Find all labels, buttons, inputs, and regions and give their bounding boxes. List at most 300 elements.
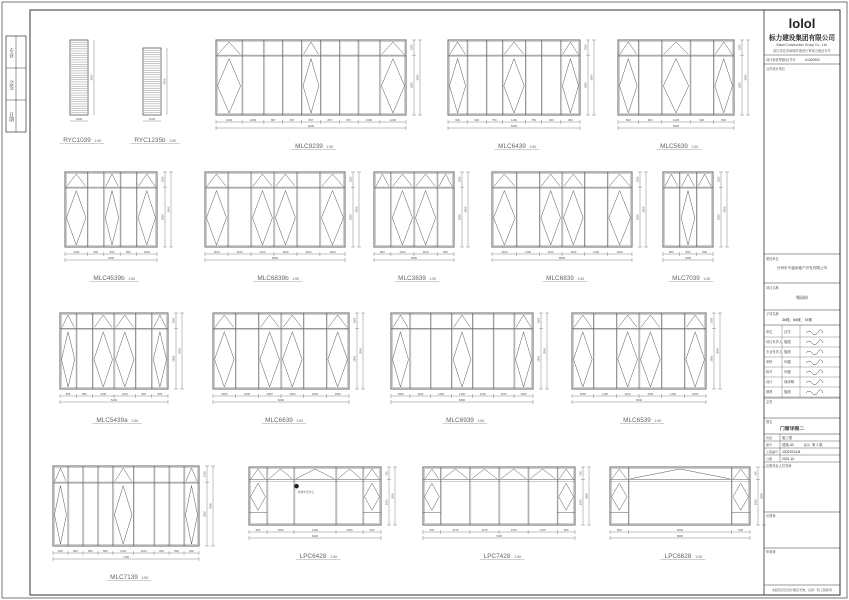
- role-name: 施展: [784, 390, 791, 394]
- window-label: MLC6939: [446, 417, 474, 424]
- dimension-chain: [448, 40, 596, 130]
- opening-indicator: [618, 315, 637, 327]
- opening-indicator: [559, 483, 574, 510]
- opening-indicator: [252, 191, 272, 245]
- window-scale: 1:50: [695, 555, 703, 559]
- cert-no-value: A1300903: [805, 58, 820, 62]
- cert-no-label: 设计资质等级/证书号: [766, 58, 796, 62]
- dimension-label: 1000: [221, 391, 228, 396]
- window-scale: 1:50: [128, 277, 136, 281]
- opening-indicator: [450, 42, 465, 54]
- window-MLC6839b: [205, 172, 361, 282]
- vertical-dimension-label: 2850: [203, 511, 207, 517]
- client-label: 建设单位: [766, 257, 779, 261]
- vertical-total-label: 3900: [464, 206, 468, 213]
- opening-indicator: [516, 315, 531, 327]
- opening-indicator: [494, 174, 515, 186]
- dimension-chain: [423, 467, 591, 540]
- opening-indicator: [686, 315, 704, 327]
- window-frame: [65, 172, 157, 247]
- dimension-label: 867: [346, 117, 352, 122]
- dimension-label: 1200: [501, 249, 508, 254]
- dimension-label: 1350: [277, 527, 284, 532]
- opening-indicator: [425, 483, 440, 510]
- dimension-label: 900: [548, 117, 554, 122]
- dimension-label: 1100: [547, 249, 554, 254]
- window-label: MLC4539b: [93, 275, 125, 282]
- dimension-label: 1100: [417, 391, 424, 396]
- vertical-dimension-label: 1050: [636, 176, 640, 183]
- window-frame: [610, 467, 750, 525]
- opening-indicator: [641, 315, 660, 327]
- window-label: MLC7139: [110, 574, 138, 581]
- opening-indicator: [564, 174, 583, 186]
- window-MLC3839: [374, 172, 470, 282]
- dimension-label: 1100: [73, 249, 80, 254]
- window-scale: 1:50: [691, 145, 699, 149]
- window-MLC7139: [53, 466, 215, 581]
- dimension-label: 1100: [422, 249, 429, 254]
- window-MLC5439a: [60, 313, 184, 424]
- dimension-label: 800: [380, 249, 385, 254]
- opening-indicator: [682, 174, 695, 186]
- opening-indicator: [215, 315, 234, 327]
- signature-mark: [806, 350, 823, 355]
- dimension-label: 750: [491, 117, 497, 122]
- opening-indicator: [62, 332, 75, 387]
- opening-indicator: [620, 42, 637, 54]
- left-strip: [6, 36, 26, 132]
- opening-indicator: [631, 469, 730, 479]
- opening-indicator: [733, 469, 748, 479]
- window-label: MLC6839b: [257, 275, 289, 282]
- opening-indicator: [218, 59, 241, 113]
- vertical-dimension-label: 1050: [203, 471, 207, 477]
- window-label: RYC1039: [63, 137, 91, 144]
- opening-indicator: [304, 42, 319, 54]
- role-name: 徐泽明: [784, 380, 795, 384]
- vertical-dimension-label: 2850: [710, 355, 714, 362]
- company-cert-line: 浙江省住房和城乡建设厅审查合格证书号: [773, 49, 831, 53]
- opening-indicator: [609, 174, 630, 186]
- window-frame: [216, 40, 406, 115]
- opening-indicator: [454, 315, 471, 327]
- opening-indicator: [564, 191, 584, 245]
- opening-indicator: [425, 469, 439, 479]
- vertical-total-label: 3900: [178, 348, 182, 354]
- total-dimension-label: 9200: [307, 123, 315, 128]
- vertical-dimension-label: 2850: [349, 214, 353, 220]
- vertical-dimension-label: 1050: [738, 44, 742, 51]
- vertical-dimension-label: 2850: [717, 214, 721, 220]
- opening-indicator: [501, 469, 526, 479]
- opening-indicator: [55, 468, 66, 481]
- opening-indicator: [186, 486, 198, 544]
- dimension-label: 800: [443, 249, 448, 254]
- total-dimension-label: 3800: [410, 255, 418, 260]
- window-MLC6539: [572, 313, 722, 424]
- company-name: 标力建设集团有限公司: [769, 35, 835, 42]
- total-dimension-label: 6400: [311, 533, 319, 538]
- window-scale: 1:50: [703, 277, 711, 281]
- opening-indicator: [215, 332, 235, 387]
- opening-indicator: [574, 332, 593, 387]
- approval-label: 会签: [766, 400, 773, 404]
- drawing-title: 门窗详图二: [780, 427, 804, 432]
- role-label: 专业负责人: [766, 350, 782, 354]
- dimension-label: 1100: [305, 249, 312, 254]
- dimension-label: 800: [93, 249, 99, 254]
- role-label: 制图: [766, 390, 773, 394]
- opening-indicator: [563, 42, 578, 54]
- opening-indicator: [541, 174, 560, 186]
- total-dimension-label: 5600: [672, 123, 680, 128]
- callout-note: 双玻中空外立: [297, 490, 315, 495]
- window-scale: 1:50: [296, 419, 304, 423]
- opening-indicator: [251, 483, 266, 510]
- signature-mark: [806, 390, 823, 395]
- opening-indicator: [541, 191, 561, 245]
- window-label: LPC7428: [483, 553, 511, 560]
- role-name: 施展: [784, 340, 791, 344]
- window-label: MLC6539: [623, 417, 651, 424]
- company-logo: lolol: [788, 16, 816, 31]
- dimension-label: 826: [81, 391, 87, 396]
- vertical-total-label: 3900: [167, 206, 171, 213]
- window-frame: [448, 40, 580, 115]
- dimension-label: 1000: [397, 391, 404, 396]
- window-label: MLC6439: [498, 143, 526, 150]
- opening-indicator: [504, 42, 523, 54]
- opening-indicator: [276, 174, 295, 186]
- opening-indicator: [715, 59, 733, 113]
- dimension-label: 800: [668, 249, 674, 254]
- dimension-label: 867: [327, 117, 333, 122]
- opening-indicator: [321, 191, 343, 245]
- vertical-dimension-label: 500: [754, 471, 758, 476]
- opening-indicator: [114, 486, 132, 544]
- dimension-label: 1100: [592, 249, 599, 254]
- window-scale: 1:50: [94, 139, 102, 143]
- dimension-label: 1350: [346, 527, 353, 532]
- project-value: 聚园府: [796, 295, 808, 300]
- opening-indicator: [609, 191, 631, 245]
- opening-indicator: [559, 469, 573, 479]
- opening-indicator: [55, 486, 67, 544]
- dimension-label: 1050: [579, 391, 586, 396]
- dimension-label: 1100: [213, 249, 220, 254]
- window-LPC6828: [610, 467, 766, 560]
- opening-indicator: [283, 332, 303, 387]
- dimension-label: 1200: [225, 117, 233, 122]
- stamp-review-label: 出图章: [766, 514, 776, 518]
- dimension-label: 1200: [389, 117, 397, 122]
- role-name: 叶健: [784, 360, 791, 364]
- dimension-label: 826: [141, 391, 147, 396]
- dimension-label: 1100: [670, 391, 677, 396]
- vertical-dimension-label: 2850: [537, 355, 541, 362]
- dimension-label: 900: [474, 117, 480, 122]
- vertical-total-label: 3900: [355, 206, 359, 213]
- vertical-dimension-label: 2850: [161, 214, 165, 220]
- opening-indicator: [116, 315, 134, 327]
- role-label: 审核: [766, 360, 773, 364]
- window-label: MLC5439a: [96, 417, 128, 424]
- opening-indicator: [207, 174, 226, 186]
- opening-indicator: [328, 315, 347, 327]
- total-dimension-label: 5400: [110, 397, 118, 402]
- opening-indicator: [530, 469, 555, 479]
- window-frame: [663, 172, 713, 247]
- dimension-label: 1000: [520, 391, 527, 396]
- window-scale: 1:50: [326, 145, 334, 149]
- dimension-label: 1100: [570, 249, 577, 254]
- vertical-total-label: 2800: [391, 493, 395, 499]
- window-frame: [618, 40, 734, 115]
- dimension-chain: [53, 466, 215, 561]
- opening-indicator: [253, 174, 272, 186]
- window-MLC5639: [618, 40, 750, 150]
- dimension-label: 900: [255, 527, 261, 532]
- dimension-label: 800: [88, 548, 93, 553]
- window-MLC6639: [213, 313, 365, 424]
- dimension-label: 1100: [121, 391, 128, 396]
- dimension-label: 2100: [311, 527, 319, 532]
- client-value: 台州市中盛房地产开发有限公司: [776, 266, 828, 270]
- total-dimension-label: 6800: [676, 533, 684, 538]
- roles-table: [764, 325, 840, 397]
- vertical-dimension-label: 2850: [172, 355, 176, 362]
- vertical-total-label: 3900: [359, 348, 363, 354]
- opening-indicator: [67, 191, 86, 245]
- vertical-dimension-label: 2300: [754, 499, 758, 506]
- opening-indicator: [612, 483, 628, 510]
- window-label: LPC6428: [299, 553, 327, 560]
- opening-indicator: [251, 469, 265, 479]
- dimension-label: 1100: [458, 391, 466, 396]
- vertical-dimension-label: 2850: [353, 355, 357, 362]
- opening-indicator: [138, 191, 155, 245]
- opening-indicator: [260, 315, 279, 327]
- role-label: 校对: [766, 370, 773, 374]
- dimension-label: 1100: [259, 249, 266, 254]
- dimension-label: 1000: [334, 391, 341, 396]
- vertical-dimension-label: 1050: [584, 44, 588, 51]
- dimension-label: 900: [455, 117, 460, 122]
- opening-indicator: [494, 191, 516, 245]
- signature-mark: [806, 370, 823, 375]
- window-label: LPC6828: [664, 553, 692, 560]
- stage-label: 阶段: [766, 436, 773, 440]
- vertical-dimension-label: 1050: [172, 317, 176, 324]
- dimension-label: 1475: [539, 527, 546, 532]
- window-label: MLC7039: [672, 275, 700, 282]
- vertical-dimension-label: 500: [579, 471, 583, 476]
- opening-indicator: [416, 191, 436, 245]
- dimension-label: 800: [159, 548, 164, 553]
- window-label: MLC5639: [660, 143, 688, 150]
- window-MLC6839: [492, 172, 648, 282]
- dimension-label: 1000: [289, 391, 296, 396]
- signature-mark: [806, 340, 823, 345]
- dimension-label: 867: [289, 117, 295, 122]
- date-value: 2021.10: [782, 457, 795, 461]
- opening-indicator: [641, 332, 661, 387]
- signature-mark: [806, 360, 823, 365]
- dimension-chain: [663, 172, 729, 262]
- stage-value: 施工图: [782, 436, 793, 440]
- opening-indicator: [154, 315, 166, 327]
- dimension-label: 1000: [365, 117, 373, 122]
- vertical-dimension-label: 2850: [584, 82, 588, 88]
- role-label: 审定: [766, 330, 773, 334]
- vertical-dimension-label: 2300: [579, 499, 583, 506]
- opening-indicator: [322, 174, 343, 186]
- window-scale: 1:50: [477, 419, 485, 423]
- opening-indicator: [62, 315, 74, 327]
- window-MLC6939: [391, 313, 549, 424]
- role-label: 项目负责人: [766, 340, 782, 344]
- opening-indicator: [733, 483, 749, 510]
- role-name: 汪学: [784, 330, 791, 334]
- dimension-label: 800: [702, 249, 708, 254]
- dimension-label: 800: [126, 249, 131, 254]
- window-scale: 1:50: [169, 139, 177, 143]
- dimension-label: 867: [270, 117, 276, 122]
- dimension-label: 900: [616, 527, 622, 532]
- dimension-label: 1100: [236, 249, 243, 254]
- opening-indicator: [443, 469, 468, 479]
- window-MLC4539b: [65, 172, 173, 282]
- vertical-dimension-label: 2850: [738, 82, 742, 88]
- opening-indicator: [283, 315, 302, 327]
- dimension-label: 1100: [120, 548, 127, 553]
- vertical-dimension-label: 1050: [349, 176, 353, 183]
- vertical-dimension-label: 1050: [353, 317, 357, 324]
- opening-indicator: [296, 469, 334, 479]
- dimension-label: 800: [58, 548, 63, 553]
- left-strip-label-1: 会签: [8, 80, 14, 90]
- window-LPC7428: [423, 467, 591, 560]
- opening-indicator: [153, 332, 166, 387]
- dimension-label: 1100: [601, 391, 608, 396]
- opening-indicator: [269, 469, 292, 479]
- opening-indicator: [207, 191, 227, 245]
- left-strip-label-2: 日期: [8, 112, 14, 122]
- opening-indicator: [698, 174, 711, 186]
- window-MLC7039: [663, 172, 729, 282]
- window-scale: 1:50: [529, 145, 537, 149]
- dimension-label: 1100: [140, 548, 147, 553]
- role-name: 施展: [784, 350, 791, 354]
- dimension-label: 900: [647, 117, 653, 122]
- window-elevations: [53, 40, 766, 581]
- dimension-label: 1100: [282, 249, 289, 254]
- opening-indicator: [562, 59, 578, 113]
- opening-indicator: [715, 42, 732, 54]
- window-frame: [391, 313, 533, 389]
- vertical-total-label: 3900: [744, 74, 748, 81]
- vertical-total-label: 3900: [723, 206, 727, 213]
- window-RYC1039: [60, 40, 105, 144]
- opening-indicator: [620, 59, 638, 113]
- window-MLC9239: [216, 40, 422, 150]
- window-scale: 1:50: [292, 277, 300, 281]
- dimension-label: 1200: [329, 249, 336, 254]
- dimension-label: 900: [429, 527, 435, 532]
- vertical-total-label: 3900: [209, 503, 213, 509]
- dimension-label: 800: [73, 548, 78, 553]
- window-label: MLC9239: [295, 143, 323, 150]
- opening-indicator: [260, 332, 280, 387]
- dimension-label: 1475: [481, 527, 488, 532]
- version-label: 版次: [804, 443, 811, 447]
- dimension-label: 826: [157, 391, 163, 396]
- drawing-title-label: 图名: [766, 420, 773, 424]
- vertical-dimension-label: 2300: [385, 499, 389, 506]
- dimension-label: 1100: [525, 249, 532, 254]
- opening-indicator: [393, 332, 409, 387]
- dimension-label: 1200: [616, 249, 623, 254]
- total-dimension-label: 6800: [558, 255, 566, 260]
- dimension-label: 1100: [438, 391, 445, 396]
- dimension-label: 900: [699, 117, 705, 122]
- opening-indicator: [67, 174, 85, 186]
- window-LPC6428: [249, 467, 397, 560]
- dimension-chain: [205, 172, 361, 262]
- job-no-value: J2021013-B: [782, 450, 801, 454]
- dimension-label: 1000: [143, 249, 150, 254]
- project-label: 项目名称: [766, 286, 779, 290]
- opening-indicator: [105, 191, 118, 245]
- total-dimension-label: 7400: [495, 533, 503, 538]
- opening-indicator: [393, 174, 412, 186]
- dimension-label: 1000: [311, 391, 319, 396]
- dimension-label: 800: [685, 249, 691, 254]
- opening-indicator: [686, 332, 705, 387]
- vertical-dimension-label: 1050: [410, 44, 414, 51]
- window-frame: [249, 467, 381, 525]
- opening-indicator: [664, 42, 688, 54]
- vertical-dimension-label: 2850: [636, 214, 640, 220]
- opening-indicator: [393, 315, 408, 327]
- vertical-dimension-label: 500: [385, 471, 389, 476]
- dimension-label: 1000: [249, 117, 257, 122]
- vertical-dimension-label: 2850: [458, 214, 462, 220]
- opening-indicator: [115, 468, 132, 481]
- stamp-design-label: 注册执业人员签章: [766, 464, 792, 468]
- dimension-label: 1100: [100, 391, 107, 396]
- opening-indicator: [663, 59, 688, 113]
- dimension-label: 1475: [510, 527, 517, 532]
- window-RYC1235b: [130, 48, 179, 144]
- opening-indicator: [574, 315, 592, 327]
- dimension-label: 900: [563, 527, 569, 532]
- dimension-label: 1100: [399, 249, 406, 254]
- vertical-total-label: 3900: [590, 74, 594, 81]
- dimension-chain: [216, 40, 422, 130]
- footer-note: 未经签章及设计图章无效，仅供一阶工程使用: [771, 588, 833, 592]
- role-label: 设计: [766, 380, 773, 384]
- window-label: MLC6639: [265, 417, 293, 424]
- dimension-label: 1100: [479, 391, 486, 396]
- dimension-label: 800: [625, 117, 631, 122]
- stamp-stage-label: 审查章: [766, 550, 776, 554]
- opening-indicator: [94, 315, 112, 327]
- dimension-label: 1100: [500, 391, 507, 396]
- dimension-label: 1000: [243, 391, 251, 396]
- vertical-dimension-label: 1050: [537, 317, 541, 324]
